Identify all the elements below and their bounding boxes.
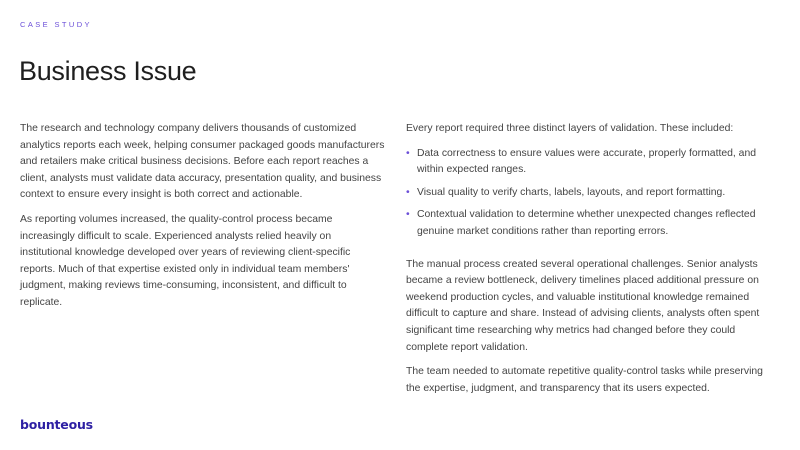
list-item-text: Contextual validation to determine whether unexpected changes reflected genuine market conditions rather than reporting errors. [417, 209, 756, 237]
list-item [406, 207, 780, 240]
brand-logo: bounteous [20, 417, 93, 432]
bullet-dot-icon: • [406, 147, 410, 159]
right-paragraph-2: The team needed to automate repetitive quality-control tasks while preserving the expertise, judgment, and transparency that its users expected. [406, 366, 763, 394]
left-paragraph-1: The research and technology company delivers thousands of customized analytics reports each week, helping consumer packaged goods manufacturers and retailers make critical business decisions. Before each report reaches a client, analysts must validate data accuracy, presentation quality, and business context to ensure every insight is both correct and actionable. [20, 123, 385, 201]
list-item [406, 185, 780, 202]
list-item [406, 146, 780, 179]
left-paragraph-2: As reporting volumes increased, the quality-control process became increasingly difficult to scale. Experienced analysts relied heavily on institutional knowledge developed over years of reviewing client-specific reports. Much of that expertise existed only in individual team members' judgment, making reviews time-consuming, inconsistent, and difficult to replicate. [20, 213, 351, 308]
right-intro: Every report required three distinct layers of validation. These included: [406, 123, 734, 134]
bullet-dot-icon: • [406, 209, 410, 221]
page-title: Business Issue [19, 56, 197, 86]
list-item-text: Visual quality to verify charts, labels, layouts, and report formatting. [417, 186, 726, 198]
list-item-text: Data correctness to ensure values were accurate, properly formatted, and within expected ranges. [417, 147, 757, 176]
validation-list [406, 146, 780, 241]
right-paragraph-1: The manual process created several operational challenges. Senior analysts became a review bottleneck, delivery timelines placed additional pressure on weekend production cycles, and valuable institutional knowledge remained difficult to capture and share. Instead of advising clients, analysts often spent significant time researching why metrics had changed before they could complete report validation. [406, 258, 760, 353]
bullet-dot-icon: • [406, 186, 410, 198]
right-column [406, 121, 780, 405]
left-column [20, 121, 385, 320]
eyebrow-label: CASE STUDY [20, 20, 92, 29]
